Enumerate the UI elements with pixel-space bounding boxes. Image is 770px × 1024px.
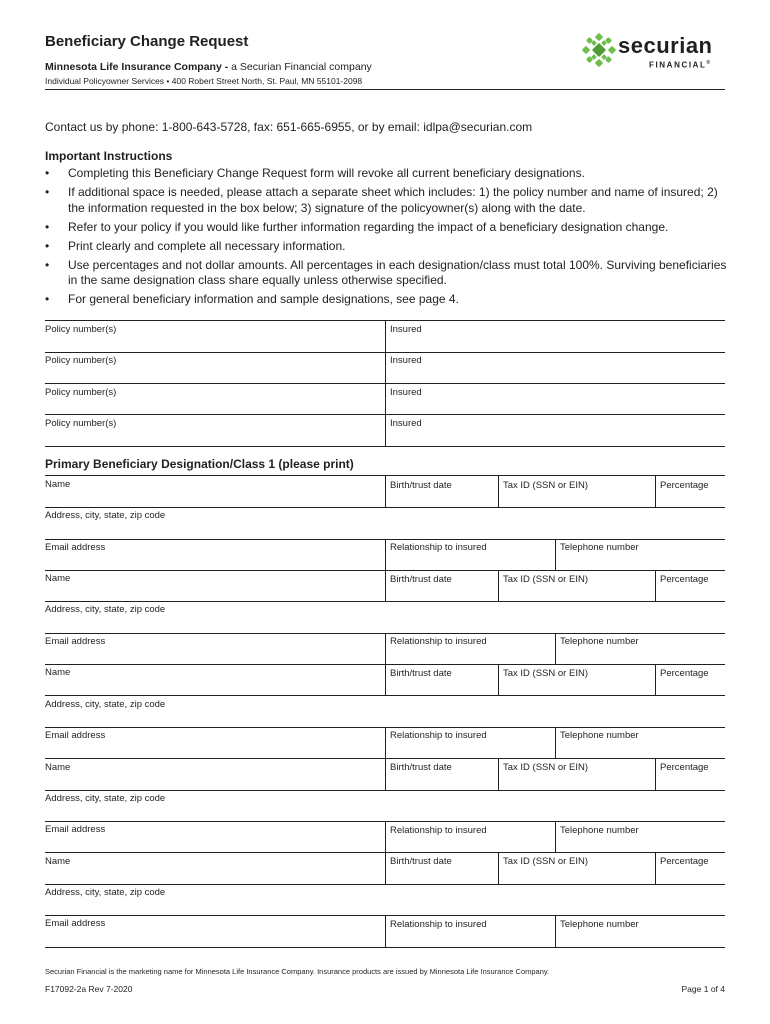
- instruction-item: • For general beneficiary information and sample designations, see page 4.: [45, 292, 735, 308]
- instruction-item: • Print clearly and complete all necessary information.: [45, 239, 735, 255]
- telephone-field[interactable]: Telephone number: [560, 636, 639, 647]
- policy-number-field[interactable]: Policy number(s): [45, 387, 117, 398]
- instructions-heading: Important Instructions: [45, 149, 173, 163]
- contact-info: Contact us by phone: 1-800-643-5728, fax: 651-665-6955, or by email: idlpa@securian.com: [45, 120, 533, 134]
- address-field[interactable]: Address, city, state, zip code: [45, 604, 166, 615]
- insured-field[interactable]: Insured: [390, 387, 422, 398]
- birth-date-field[interactable]: Birth/trust date: [390, 856, 452, 867]
- name-field[interactable]: Name: [45, 667, 71, 678]
- email-field[interactable]: Email address: [45, 730, 106, 741]
- telephone-field[interactable]: Telephone number: [560, 542, 639, 553]
- birth-date-field[interactable]: Birth/trust date: [390, 574, 452, 585]
- beneficiary-divider: [655, 758, 656, 790]
- policy-number-field[interactable]: Policy number(s): [45, 418, 117, 429]
- beneficiary-divider: [385, 570, 386, 601]
- insured-field[interactable]: Insured: [390, 324, 422, 335]
- percentage-field[interactable]: Percentage: [660, 762, 709, 773]
- logo-financial: FINANCIAL: [649, 60, 707, 70]
- beneficiary-divider: [555, 915, 556, 947]
- beneficiary-divider: [655, 852, 656, 884]
- beneficiary-divider: [555, 633, 556, 665]
- relationship-field[interactable]: Relationship to insured: [390, 919, 487, 930]
- name-field[interactable]: Name: [45, 573, 71, 584]
- beneficiary-rule: [45, 601, 725, 602]
- beneficiary-rule: [45, 695, 725, 696]
- birth-date-field[interactable]: Birth/trust date: [390, 480, 452, 491]
- page-number: Page 1 of 4: [681, 984, 725, 994]
- beneficiary-divider: [385, 821, 386, 853]
- birth-date-field[interactable]: Birth/trust date: [390, 762, 452, 773]
- beneficiary-divider: [385, 758, 386, 790]
- address-field[interactable]: Address, city, state, zip code: [45, 510, 166, 521]
- beneficiary-divider: [385, 852, 386, 884]
- securian-logo: [582, 33, 727, 73]
- company-tagline: a Securian Financial company: [228, 61, 372, 73]
- email-field[interactable]: Email address: [45, 824, 106, 835]
- beneficiary-rule: [45, 884, 725, 885]
- beneficiary-divider: [655, 570, 656, 601]
- relationship-field[interactable]: Relationship to insured: [390, 542, 487, 553]
- company-address: Individual Policyowner Services • 400 Robert Street North, St. Paul, MN 55101-2098: [45, 76, 363, 86]
- beneficiary-divider: [555, 539, 556, 571]
- logo-trademark: ®: [706, 60, 711, 66]
- relationship-field[interactable]: Relationship to insured: [390, 636, 487, 647]
- form-id: F17092-2a Rev 7-2020: [45, 984, 133, 994]
- logo-wordmark: securian: [618, 33, 713, 58]
- insured-field[interactable]: Insured: [390, 418, 422, 429]
- tax-id-field[interactable]: Tax ID (SSN or EIN): [503, 762, 588, 773]
- name-field[interactable]: Name: [45, 762, 71, 773]
- primary-beneficiary-heading: Primary Beneficiary Designation/Class 1 (please print): [45, 457, 354, 471]
- telephone-field[interactable]: Telephone number: [560, 825, 639, 836]
- tax-id-field[interactable]: Tax ID (SSN or EIN): [503, 668, 588, 679]
- logo-subtitle: [649, 60, 710, 70]
- beneficiary-divider: [385, 633, 386, 665]
- beneficiary-divider: [385, 915, 386, 947]
- beneficiary-divider: [655, 475, 656, 507]
- policy-number-field[interactable]: Policy number(s): [45, 355, 117, 366]
- beneficiary-divider: [498, 475, 499, 507]
- beneficiary-divider: [555, 821, 556, 853]
- securian-logo-icon: [582, 33, 616, 67]
- beneficiary-divider: [385, 475, 386, 507]
- name-field[interactable]: Name: [45, 856, 71, 867]
- beneficiary-rule: [45, 947, 725, 948]
- email-field[interactable]: Email address: [45, 542, 106, 553]
- beneficiary-divider: [498, 664, 499, 695]
- beneficiary-divider: [655, 664, 656, 695]
- percentage-field[interactable]: Percentage: [660, 574, 709, 585]
- percentage-field[interactable]: Percentage: [660, 856, 709, 867]
- name-field[interactable]: Name: [45, 479, 71, 490]
- beneficiary-divider: [555, 727, 556, 759]
- footer-disclaimer: Securian Financial is the marketing name for Minnesota Life Insurance Company. Insurance products are issued by Minnesota Life Insurance Company.: [45, 967, 550, 976]
- relationship-field[interactable]: Relationship to insured: [390, 730, 487, 741]
- beneficiary-divider: [385, 539, 386, 571]
- address-field[interactable]: Address, city, state, zip code: [45, 699, 166, 710]
- instruction-item: • Refer to your policy if you would like further information regarding the impact of a beneficiary designation change.: [45, 220, 735, 236]
- beneficiary-divider: [385, 664, 386, 695]
- tax-id-field[interactable]: Tax ID (SSN or EIN): [503, 856, 588, 867]
- instruction-item: • If additional space is needed, please attach a separate sheet which includes: 1) the policy number and name of insured; 2) the information requested in the box below; 3) signature of the policyowner(s) along with the date.: [45, 185, 735, 216]
- relationship-field[interactable]: Relationship to insured: [390, 825, 487, 836]
- header-divider: [45, 89, 725, 90]
- percentage-field[interactable]: Percentage: [660, 480, 709, 491]
- beneficiary-rule: [45, 790, 725, 791]
- policy-table-rule: [45, 446, 725, 447]
- email-field[interactable]: Email address: [45, 918, 106, 929]
- insured-field[interactable]: Insured: [390, 355, 422, 366]
- instruction-item: • Completing this Beneficiary Change Request form will revoke all current beneficiary designations.: [45, 166, 735, 182]
- percentage-field[interactable]: Percentage: [660, 668, 709, 679]
- beneficiary-divider: [498, 758, 499, 790]
- page-title: Beneficiary Change Request: [45, 33, 249, 50]
- policy-number-field[interactable]: Policy number(s): [45, 324, 117, 335]
- beneficiary-divider: [498, 570, 499, 601]
- beneficiary-rule: [45, 507, 725, 508]
- company-line: [45, 61, 372, 73]
- beneficiary-divider: [385, 727, 386, 759]
- address-field[interactable]: Address, city, state, zip code: [45, 793, 166, 804]
- telephone-field[interactable]: Telephone number: [560, 919, 639, 930]
- tax-id-field[interactable]: Tax ID (SSN or EIN): [503, 480, 588, 491]
- policy-table-divider: [385, 320, 386, 446]
- beneficiary-divider: [498, 852, 499, 884]
- tax-id-field[interactable]: Tax ID (SSN or EIN): [503, 574, 588, 585]
- telephone-field[interactable]: Telephone number: [560, 730, 639, 741]
- address-field[interactable]: Address, city, state, zip code: [45, 887, 166, 898]
- birth-date-field[interactable]: Birth/trust date: [390, 668, 452, 679]
- email-field[interactable]: Email address: [45, 636, 106, 647]
- company-name: Minnesota Life Insurance Company -: [45, 61, 229, 73]
- instructions-list: [45, 166, 735, 311]
- instruction-item: • Use percentages and not dollar amounts. All percentages in each designation/class must total 100%. Surviving beneficiaries in the same designation class share equally unless otherwise specified.: [45, 258, 735, 289]
